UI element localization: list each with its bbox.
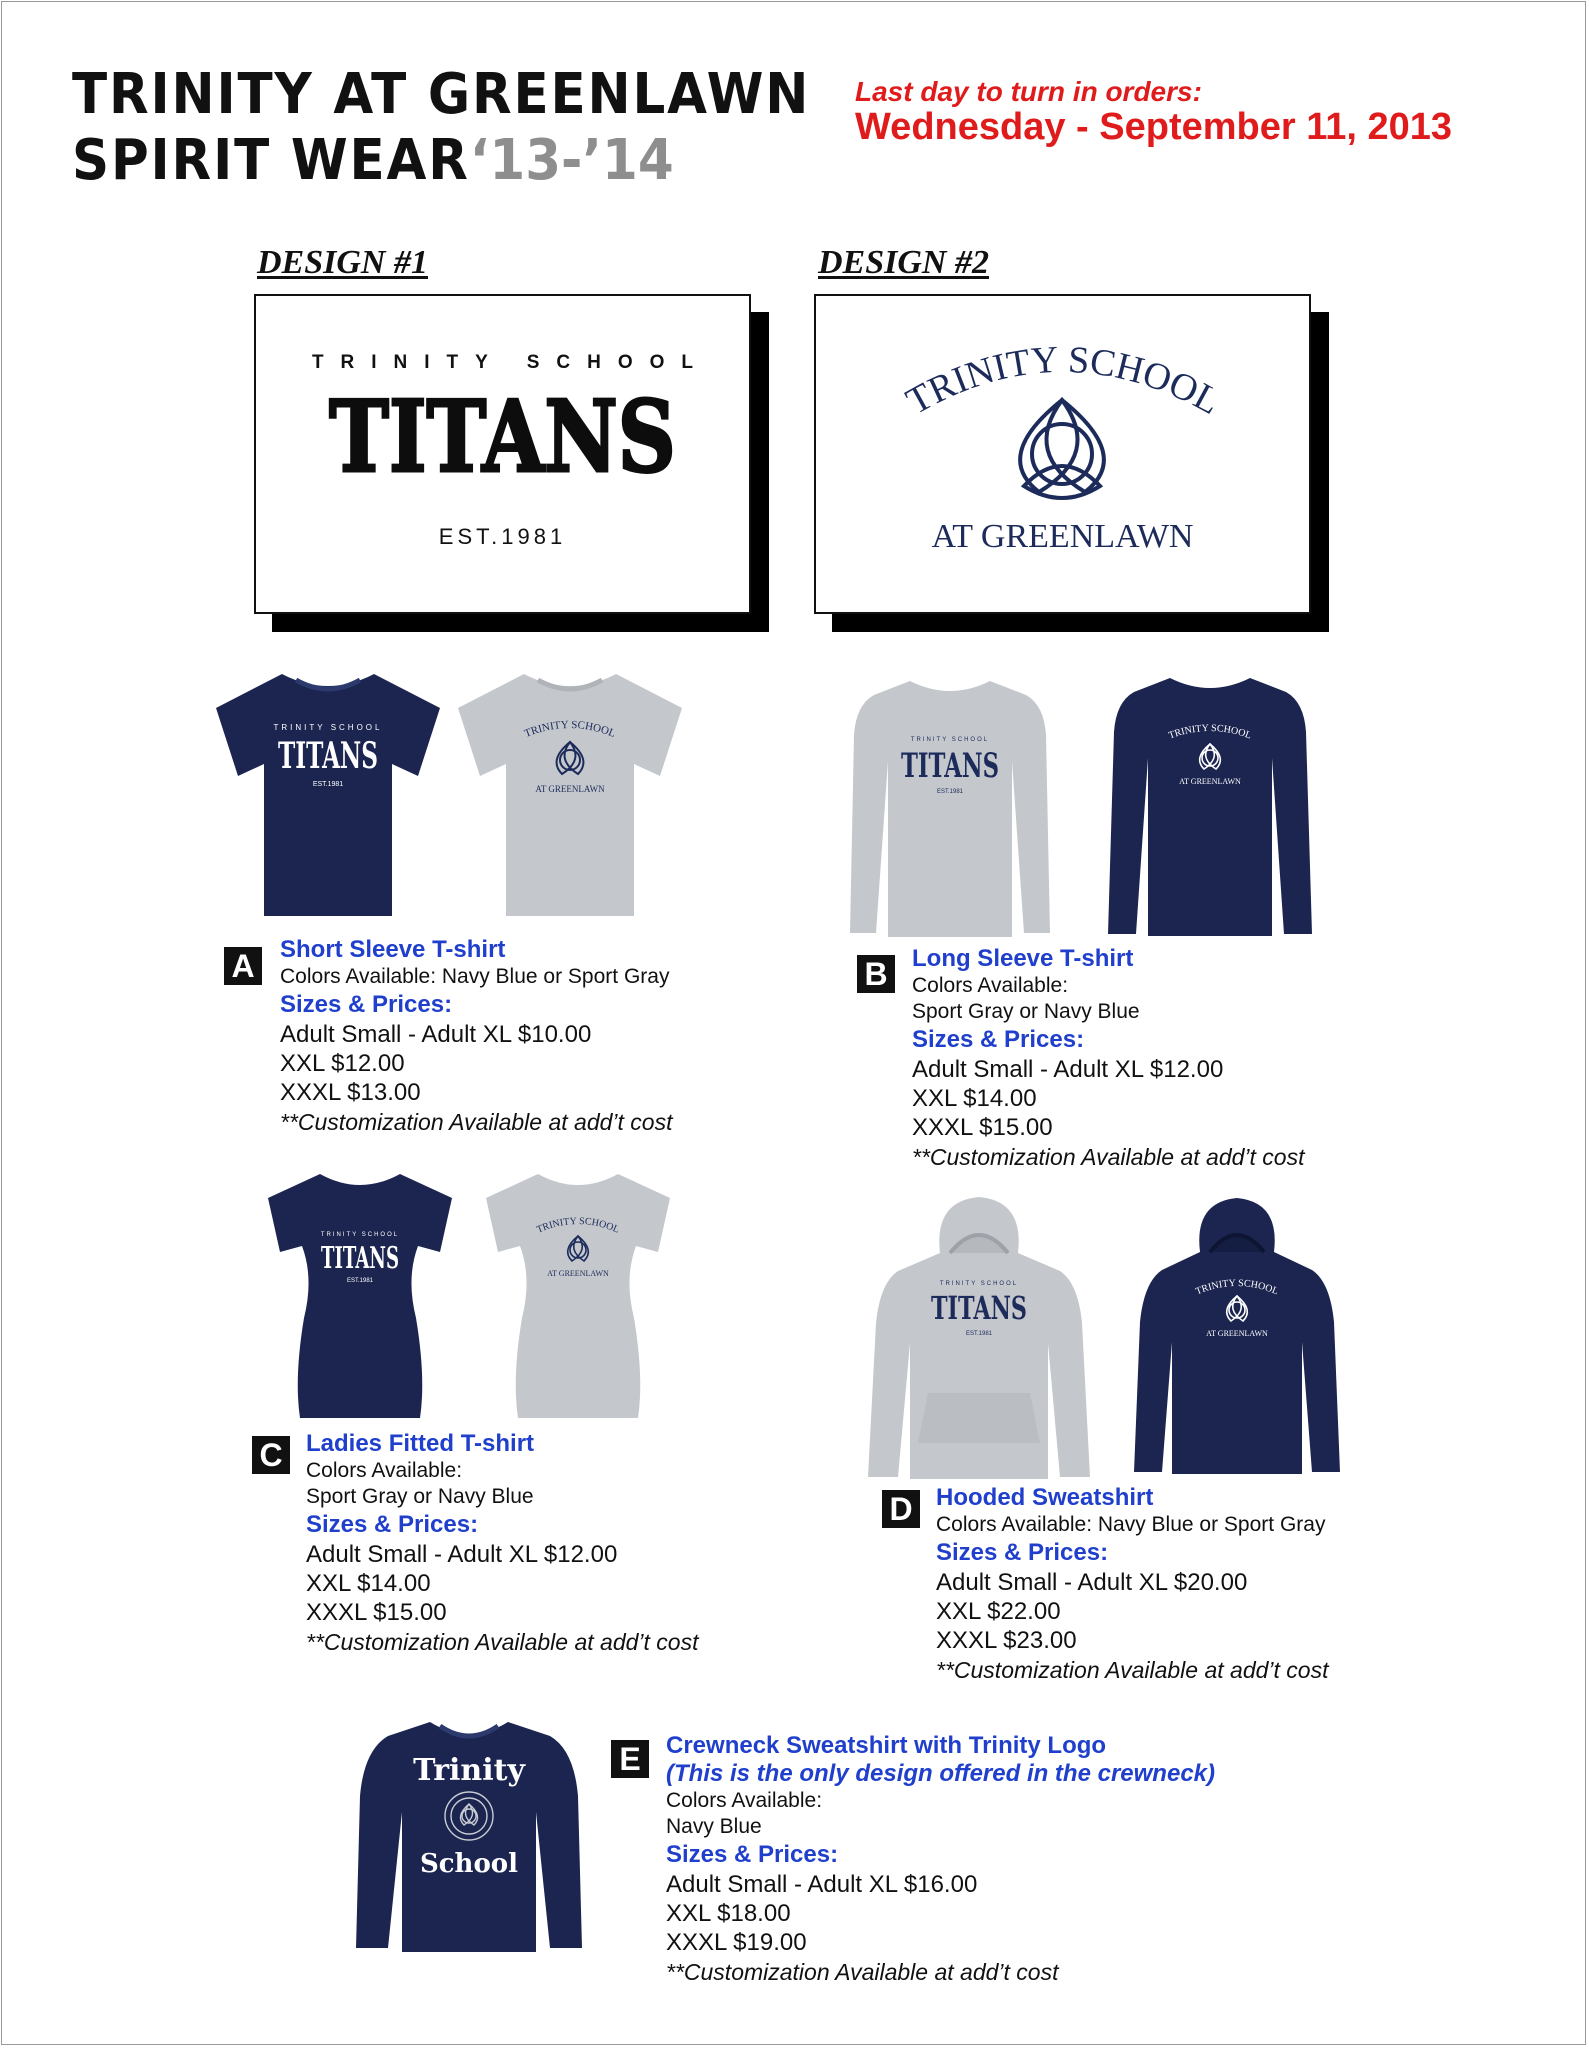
garment-d2-print-bottom: AT GREENLAWN [1206, 1329, 1268, 1338]
garment-b1-print-main: TITANS [901, 746, 999, 786]
item-d-price-3: XXXL $23.00 [936, 1627, 1077, 1654]
item-a-colors: Colors Available: Navy Blue or Sport Gray [280, 965, 670, 988]
item-e-price-3: XXXL $19.00 [666, 1929, 807, 1956]
item-a-price-1: Adult Small - Adult XL $10.00 [280, 1021, 592, 1048]
item-e-sizes-label: Sizes & Prices: [666, 1841, 839, 1868]
page-title [72, 62, 810, 194]
item-b-name: Long Sleeve T-shirt [912, 945, 1134, 972]
design-2-heading: DESIGN #2 [818, 244, 989, 281]
garment-a1-print-est: EST.1981 [312, 781, 344, 788]
garment-c1-print-est: EST.1981 [346, 1278, 374, 1284]
garment-c1-print-main: TITANS [321, 1241, 399, 1276]
item-d-sizes-label: Sizes & Prices: [936, 1539, 1109, 1566]
garment-d1-print-top: TRINITY SCHOOL [939, 1281, 1019, 1287]
design-1-est-text: EST.1981 [438, 524, 567, 549]
item-b-details [912, 945, 1305, 1172]
design-1-heading: DESIGN #1 [257, 244, 428, 281]
short-sleeve-navy-image [212, 668, 444, 920]
hoodie-gray-image [864, 1193, 1094, 1483]
item-c-colors-1: Colors Available: [306, 1459, 463, 1482]
item-d-price-2: XXL $22.00 [936, 1598, 1061, 1625]
item-c-name: Ladies Fitted T-shirt [306, 1430, 535, 1457]
item-a-customization: **Customization Available at add’t cost [280, 1109, 673, 1135]
item-a-price-3: XXXL $13.00 [280, 1079, 421, 1106]
crewneck-navy-image [352, 1716, 586, 1956]
design-2-artwork [816, 296, 1309, 612]
item-e-badge: E [611, 1740, 649, 1778]
hoodie-navy-image [1130, 1196, 1344, 1476]
item-c-colors-2: Sport Gray or Navy Blue [306, 1485, 534, 1508]
item-b-colors-1: Colors Available: [912, 974, 1069, 997]
item-c-price-2: XXL $14.00 [306, 1570, 431, 1597]
title-line-1: TRINITY AT GREENLAWN [72, 62, 811, 127]
long-sleeve-navy-image [1104, 672, 1316, 940]
item-c-price-3: XXXL $15.00 [306, 1599, 447, 1626]
garment-e-print-bottom: School [419, 1849, 519, 1879]
item-e-colors-1: Colors Available: [666, 1789, 823, 1812]
item-e-colors-2: Navy Blue [666, 1815, 762, 1838]
item-e-customization: **Customization Available at add’t cost [666, 1959, 1059, 1985]
item-b-badge: B [857, 955, 895, 993]
item-a-price-2: XXL $12.00 [280, 1050, 405, 1077]
garment-c2-print-bottom: AT GREENLAWN [547, 1269, 609, 1278]
item-e-name: Crewneck Sweatshirt with Trinity Logo [666, 1732, 1107, 1759]
title-spirit-wear: SPIRIT WEAR [72, 128, 470, 193]
item-d-badge: D [882, 1490, 920, 1528]
item-a-sizes-label: Sizes & Prices: [280, 991, 453, 1018]
title-year: ‘13-’14 [469, 128, 674, 193]
garment-a2-print-bottom: AT GREENLAWN [535, 784, 605, 794]
design-2-bottom-text: AT GREENLAWN [931, 518, 1194, 555]
garment-b2-print-bottom: AT GREENLAWN [1179, 777, 1241, 786]
long-sleeve-gray-image [848, 675, 1052, 941]
design-1-box [254, 294, 751, 614]
design-2-arc-text: TRINITY SCHOOL [899, 338, 1228, 424]
triquetra-icon [1020, 400, 1104, 498]
item-e-subtitle: (This is the only design offered in the crewneck) [666, 1760, 1215, 1787]
item-d-colors: Colors Available: Navy Blue or Sport Gray [936, 1513, 1326, 1536]
garment-a1-print-main: TITANS [278, 735, 378, 777]
item-b-price-1: Adult Small - Adult XL $12.00 [912, 1056, 1224, 1083]
ladies-gray-image [472, 1168, 682, 1422]
item-c-price-1: Adult Small - Adult XL $12.00 [306, 1541, 618, 1568]
item-b-price-3: XXXL $15.00 [912, 1114, 1053, 1141]
ladies-navy-image [256, 1168, 464, 1422]
design-2-box [814, 294, 1311, 614]
garment-c1-print-top: TRINITY SCHOOL [320, 1232, 400, 1238]
item-e-details [666, 1732, 1215, 1987]
deadline-label: Last day to turn in orders: [855, 76, 1202, 107]
item-c-badge: C [252, 1436, 290, 1474]
title-line-2 [72, 128, 810, 194]
garment-a2-print-top: TRINITY SCHOOL [522, 718, 618, 741]
garment-b1-print-top: TRINITY SCHOOL [910, 737, 990, 743]
item-b-colors-2: Sport Gray or Navy Blue [912, 1000, 1140, 1023]
item-e-price-1: Adult Small - Adult XL $16.00 [666, 1871, 978, 1898]
garment-d2-print-top: TRINITY SCHOOL [1194, 1277, 1280, 1298]
garment-d1-print-main: TITANS [931, 1289, 1027, 1327]
design-1-main-text: TITANS [329, 380, 676, 495]
item-b-sizes-label: Sizes & Prices: [912, 1026, 1085, 1053]
item-a-badge: A [224, 947, 262, 985]
item-a-name: Short Sleeve T-shirt [280, 936, 506, 963]
garment-b1-print-est: EST.1981 [936, 789, 964, 795]
item-d-name: Hooded Sweatshirt [936, 1484, 1154, 1511]
item-e-price-2: XXL $18.00 [666, 1900, 791, 1927]
item-b-price-2: XXL $14.00 [912, 1085, 1037, 1112]
item-a-details [280, 936, 673, 1137]
item-d-customization: **Customization Available at add’t cost [936, 1657, 1329, 1683]
garment-e-print-top: Trinity [413, 1753, 525, 1788]
garment-d1-print-est: EST.1981 [965, 1331, 993, 1337]
short-sleeve-gray-image [452, 668, 688, 920]
deadline-date: Wednesday - September 11, 2013 [855, 106, 1453, 148]
design-1-top-text: TRINITY SCHOOL [311, 352, 711, 373]
item-d-price-1: Adult Small - Adult XL $20.00 [936, 1569, 1248, 1596]
garment-a1-print-top: TRINITY SCHOOL [273, 723, 383, 732]
item-c-details [306, 1430, 699, 1657]
garment-b2-print-top: TRINITY SCHOOL [1167, 722, 1253, 742]
item-b-customization: **Customization Available at add’t cost [912, 1144, 1305, 1170]
item-c-customization: **Customization Available at add’t cost [306, 1629, 699, 1655]
item-d-details [936, 1484, 1329, 1685]
item-c-sizes-label: Sizes & Prices: [306, 1511, 479, 1538]
garment-c2-print-top: TRINITY SCHOOL [535, 1215, 621, 1236]
